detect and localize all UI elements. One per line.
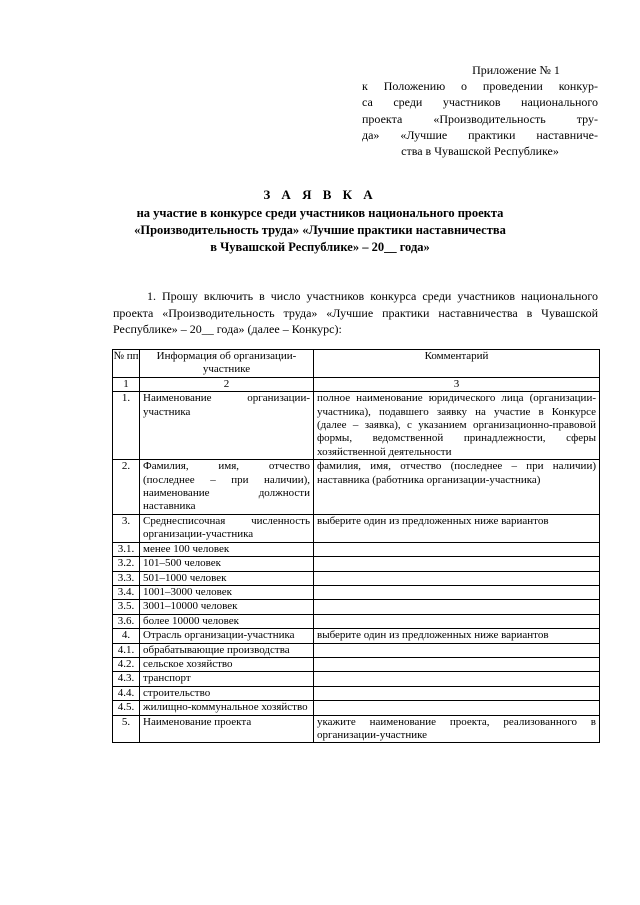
row-number: 3.1. bbox=[113, 542, 140, 556]
row-comment: выберите один из предложенных ниже вариантов bbox=[314, 514, 600, 542]
header-info: Информация об организации-участнике bbox=[140, 350, 314, 378]
table-row bbox=[113, 392, 600, 460]
row-comment: выберите один из предложенных ниже вариантов bbox=[314, 629, 600, 643]
appendix-line: са среди участников национального bbox=[362, 95, 598, 110]
row-info: Отрасль организации-участника bbox=[140, 629, 314, 643]
row-number: 4.2. bbox=[113, 657, 140, 671]
column-number: 2 bbox=[140, 377, 314, 391]
row-comment bbox=[314, 701, 600, 715]
table-row bbox=[113, 715, 600, 743]
row-info: транспорт bbox=[140, 672, 314, 686]
row-comment bbox=[314, 542, 600, 556]
row-comment bbox=[314, 657, 600, 671]
table-row bbox=[113, 600, 600, 614]
row-number: 2. bbox=[113, 460, 140, 515]
column-number: 1 bbox=[113, 377, 140, 391]
row-number: 4.4. bbox=[113, 686, 140, 700]
table-header-row bbox=[113, 350, 600, 378]
table-row bbox=[113, 686, 600, 700]
row-number: 4.3. bbox=[113, 672, 140, 686]
row-comment: фамилия, имя, отчество (последнее – при наличии) наставника (работника организации-участника) bbox=[314, 460, 600, 515]
row-number: 3.3. bbox=[113, 571, 140, 585]
table-row bbox=[113, 629, 600, 643]
row-info: 101–500 человек bbox=[140, 557, 314, 571]
table-row bbox=[113, 657, 600, 671]
row-comment bbox=[314, 614, 600, 628]
row-number: 1. bbox=[113, 392, 140, 460]
row-number: 3.6. bbox=[113, 614, 140, 628]
row-info: строительство bbox=[140, 686, 314, 700]
appendix-line: проекта «Производительность тру- bbox=[362, 111, 598, 126]
row-comment bbox=[314, 686, 600, 700]
appendix-line: да» «Лучшие практики наставниче- bbox=[362, 127, 598, 142]
row-info: Наименование организации-участника bbox=[140, 392, 314, 460]
table-row bbox=[113, 672, 600, 686]
row-info: 3001–10000 человек bbox=[140, 600, 314, 614]
intro-paragraph: 1. Прошу включить в число участников конкурса среди участников национального проекта «Производительность труда» «Лучшие практики наставничества в Чувашской Республике» – 20__ года» (далее – Конкурс): bbox=[113, 289, 598, 336]
row-number: 3.2. bbox=[113, 557, 140, 571]
row-info: менее 100 человек bbox=[140, 542, 314, 556]
table-row bbox=[113, 460, 600, 515]
table-row bbox=[113, 643, 600, 657]
row-comment bbox=[314, 643, 600, 657]
row-info: жилищно-коммунальное хозяйство bbox=[140, 701, 314, 715]
row-info: сельское хозяйство bbox=[140, 657, 314, 671]
row-comment bbox=[314, 600, 600, 614]
row-comment: полное наименование юридического лица (организации-участника), подавшего заявку на участие в Конкурсе (далее – заявка), с указанием организационно-правовой формы, ведомственной принадлежности, сферы хозяйственной деятельности bbox=[314, 392, 600, 460]
row-info: более 10000 человек bbox=[140, 614, 314, 628]
heading-line: в Чувашской Республике» – 20__ года» bbox=[210, 240, 430, 254]
row-number: 3.4. bbox=[113, 585, 140, 599]
row-comment bbox=[314, 585, 600, 599]
row-number: 4. bbox=[113, 629, 140, 643]
row-info: обрабатывающие производства bbox=[140, 643, 314, 657]
row-number: 5. bbox=[113, 715, 140, 743]
header-num: № пп bbox=[113, 350, 140, 378]
table-row bbox=[113, 571, 600, 585]
appendix-line: ства в Чувашской Республике» bbox=[401, 144, 559, 159]
heading-line: на участие в конкурсе среди участников национального проекта bbox=[136, 206, 504, 220]
table-row bbox=[113, 542, 600, 556]
appendix-block bbox=[362, 62, 598, 159]
document-heading bbox=[100, 186, 540, 256]
heading-line: «Производительность труда» «Лучшие практики наставничества bbox=[134, 223, 506, 237]
table-row bbox=[113, 557, 600, 571]
row-info: Фамилия, имя, отчество (последнее – при наличии), наименование должности наставника bbox=[140, 460, 314, 515]
row-info: 1001–3000 человек bbox=[140, 585, 314, 599]
column-number: 3 bbox=[314, 377, 600, 391]
row-comment bbox=[314, 571, 600, 585]
table-column-numbers-row bbox=[113, 377, 600, 391]
row-number: 3. bbox=[113, 514, 140, 542]
application-table bbox=[112, 349, 600, 743]
row-number: 4.1. bbox=[113, 643, 140, 657]
appendix-line: к Положению о проведении конкур- bbox=[362, 79, 598, 94]
row-comment bbox=[314, 672, 600, 686]
table-row bbox=[113, 701, 600, 715]
table-row bbox=[113, 514, 600, 542]
table-row bbox=[113, 585, 600, 599]
header-comment: Комментарий bbox=[314, 350, 600, 378]
row-number: 3.5. bbox=[113, 600, 140, 614]
row-comment: укажите наименование проекта, реализованного в организации-участнике bbox=[314, 715, 600, 743]
row-info: Среднесписочная численность организации-участника bbox=[140, 514, 314, 542]
row-comment bbox=[314, 557, 600, 571]
appendix-title: Приложение № 1 bbox=[472, 63, 560, 77]
document-title: З А Я В К А bbox=[263, 187, 377, 202]
row-info: Наименование проекта bbox=[140, 715, 314, 743]
table-row bbox=[113, 614, 600, 628]
row-info: 501–1000 человек bbox=[140, 571, 314, 585]
row-number: 4.5. bbox=[113, 701, 140, 715]
